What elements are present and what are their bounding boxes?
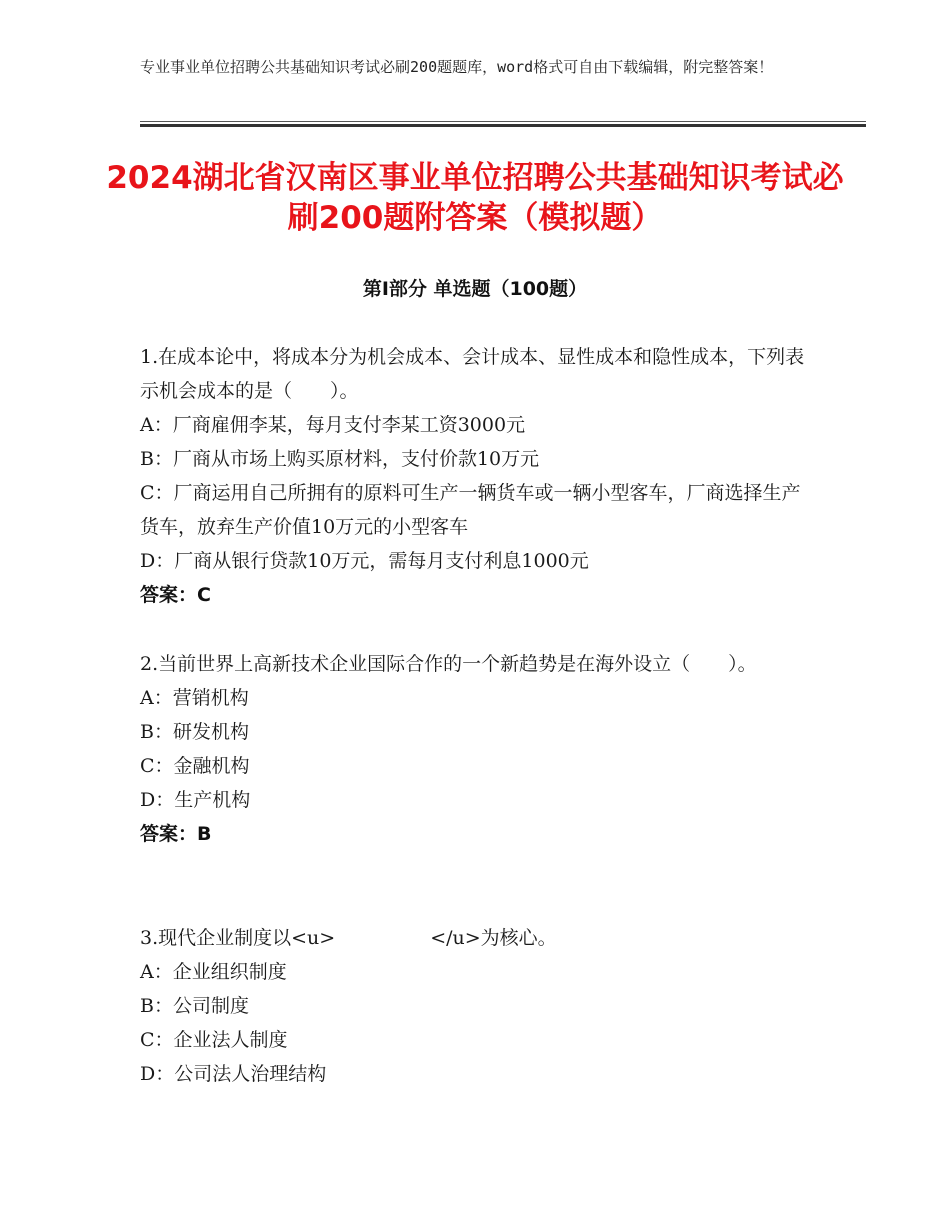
question-2-option-c: C：金融机构: [140, 755, 250, 777]
question-3-option-a: A：企业组织制度: [140, 961, 287, 983]
question-3-text: 3.现代企业制度以<u> </u>为核心。: [140, 927, 557, 949]
question-3-option-c: C：企业法人制度: [140, 1029, 288, 1051]
header-note: 专业事业单位招聘公共基础知识考试必刷200题题库，word格式可自由下载编辑，附完整答案！: [140, 58, 774, 76]
section-heading: 第Ⅰ部分 单选题（100题）: [362, 278, 588, 300]
question-1-text: 1.在成本论中，将成本分为机会成本、会计成本、显性成本和隐性成本，下列表示机会成本的是（ ）。: [140, 346, 805, 402]
document-title: 2024湖北省汉南区事业单位招聘公共基础知识考试必刷200题附答案（模拟题）: [106, 160, 844, 236]
question-1-option-c: C：厂商运用自己所拥有的原料可生产一辆货车或一辆小型客车，厂商选择生产货车，放弃生产价值10万元的小型客车: [140, 482, 801, 538]
question-2-option-a: A：营销机构: [140, 687, 249, 709]
question-1-option-a: A：厂商雇佣李某，每月支付李某工资3000元: [140, 414, 526, 436]
question-2-option-d: D：生产机构: [140, 789, 251, 811]
question-1-option-d: D：厂商从银行贷款10万元，需每月支付利息1000元: [140, 550, 589, 572]
header-rule-thick: [140, 124, 866, 127]
question-3-option-d: D：公司法人治理结构: [140, 1063, 327, 1085]
question-2: [140, 647, 810, 851]
question-3-option-b: B：公司制度: [140, 995, 249, 1017]
question-2-answer: 答案：B: [140, 823, 212, 845]
question-2-text: 2.当前世界上高新技术企业国际合作的一个新趋势是在海外设立（ ）。: [140, 653, 757, 675]
question-3: [140, 921, 810, 1091]
question-1: [140, 340, 810, 612]
header-rule-thin: [140, 121, 866, 122]
question-1-option-b: B：厂商从市场上购买原材料，支付价款10万元: [140, 448, 540, 470]
question-1-answer: 答案：C: [140, 584, 211, 606]
question-2-option-b: B：研发机构: [140, 721, 249, 743]
